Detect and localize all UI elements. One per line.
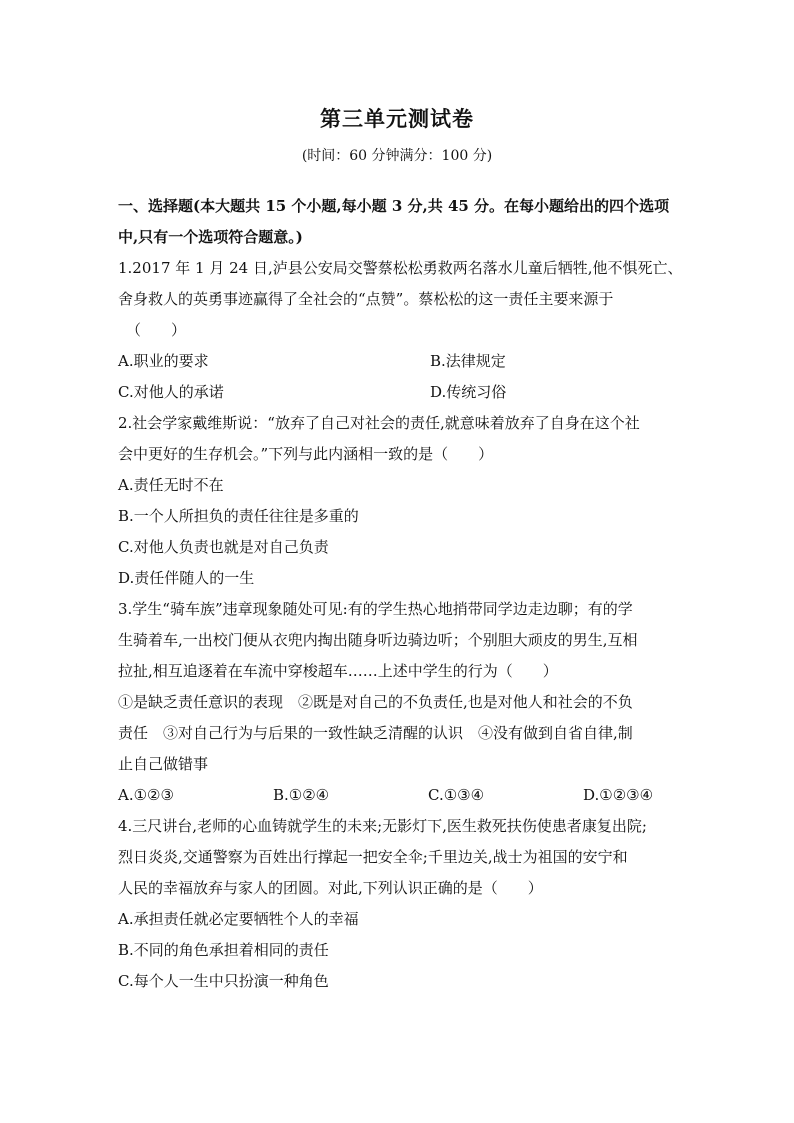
q3-option-d: D.①②③④ [583,786,654,804]
q3-stem-line-1: 3.学生“骑车族”违章现象随处可见:有的学生热心地捎带同学边走边聊；有的学 [118,600,633,618]
q3-option-a: A.①②③ [118,786,174,804]
q2-option-d: D.责任伴随人的一生 [118,569,255,587]
q1-stem-line-1: 1.2017 年 1 月 24 日,泸县公安局交警蔡松松勇救两名落水儿童后牺牲,他不惧死亡、 [118,259,683,277]
q3-option-c: C.①③④ [428,786,485,804]
q3-stem-line-6: 止自己做错事 [118,755,209,773]
section-heading-line-1: 一、选择题(本大题共 15 个小题,每小题 3 分,共 45 分。在每小题给出的四个选项 [118,197,670,215]
q4-option-a: A.承担责任就必定要牺牲个人的幸福 [118,910,359,928]
page-subtitle: (时间：60 分钟满分：100 分) [301,148,493,164]
q3-stem-line-3: 拉扯,相互追逐着在车流中穿梭超车……上述中学生的行为（ ） [118,662,558,680]
q1-option-b: B.法律规定 [430,352,506,370]
q3-options-row [118,780,683,811]
q3-option-b: B.①②④ [273,786,330,804]
q1-options-row-1 [118,346,683,377]
q1-stem-line-2: 舍身救人的英勇事迹赢得了全社会的“点赞”。蔡松松的这一责任主要来源于 [118,290,614,308]
q2-option-a: A.责任无时不在 [118,476,224,494]
q4-option-b: B.不同的角色承担着相同的责任 [118,941,329,959]
q1-options-row-2 [118,377,683,408]
section-heading-line-2: 中,只有一个选项符合题意。) [118,228,303,246]
q4-option-c: C.每个人一生中只扮演一种角色 [118,972,329,990]
q3-stem-line-2: 生骑着车,一出校门便从衣兜内掏出随身听边骑边听；个别胆大顽皮的男生,互相 [118,631,638,649]
q1-option-c: C.对他人的承诺 [118,383,224,401]
q2-option-c: C.对他人负责也就是对自己负责 [118,538,329,556]
q3-stem-line-4: ①是缺乏责任意识的表现 ②既是对自己的不负责任,也是对他人和社会的不负 [118,693,633,711]
q1-option-d: D.传统习俗 [430,383,507,401]
q4-stem-line-1: 4.三尺讲台,老师的心血铸就学生的未来;无影灯下,医生救死扶伤使患者康复出院; [118,817,647,835]
q1-option-a: A.职业的要求 [118,352,209,370]
q2-stem-line-1: 2.社会学家戴维斯说：“放弃了自己对社会的责任,就意味着放弃了自身在这个社 [118,414,640,432]
q2-option-b: B.一个人所担负的责任往往是多重的 [118,507,359,525]
exam-body [118,191,683,997]
q4-stem-line-2: 烈日炎炎,交通警察为百姓出行撑起一把安全伞;千里边关,战士为祖国的安宁和 [118,848,628,866]
q2-stem-line-2: 会中更好的生存机会。”下列与此内涵相一致的是（ ） [118,445,494,463]
page-title: 第三单元测试卷 [320,106,474,131]
q3-stem-line-5: 责任 ③对自己行为与后果的一致性缺乏清醒的认识 ④没有做到自省自律,制 [118,724,633,742]
q1-stem-line-3: （ ） [126,321,187,339]
q4-stem-line-3: 人民的幸福放弃与家人的团圆。对此,下列认识正确的是（ ） [118,879,543,897]
